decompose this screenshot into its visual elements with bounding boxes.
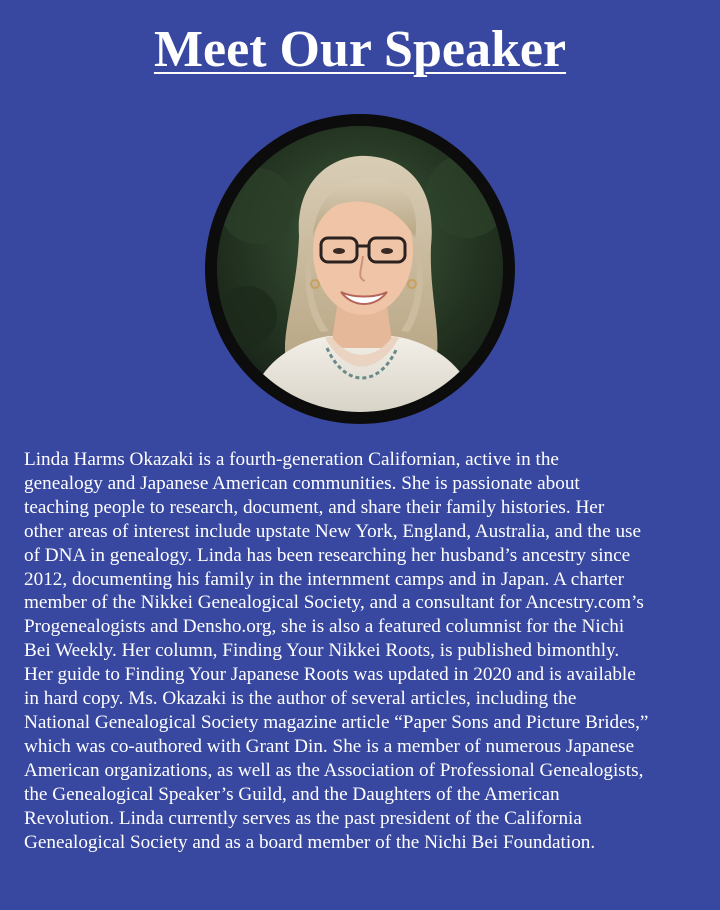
bio-line: Progenealogists and Densho.org, she is also a featured columnist for the Nichi <box>24 616 625 638</box>
bio-line: of DNA in genealogy. Linda has been researching her husband’s ancestry since <box>24 544 631 566</box>
speaker-portrait <box>217 126 503 412</box>
bio-line: Her guide to Finding Your Japanese Roots was updated in 2020 and is available <box>24 664 636 686</box>
bio-line: member of the Nikkei Genealogical Society, and a consultant for Ancestry.com’s <box>24 592 644 614</box>
bio-line: the Genealogical Speaker’s Guild, and the Daughters of the American <box>24 783 560 805</box>
bio-line: National Genealogical Society magazine article “Paper Sons and Picture Brides,” <box>24 711 649 733</box>
bio-line: Bei Weekly. Her column, Finding Your Nikkei Roots, is published bimonthly. <box>24 640 620 662</box>
page-title: Meet Our Speaker <box>153 21 567 78</box>
bio-line: Revolution. Linda currently serves as the past president of the California <box>24 807 582 829</box>
bio-line: Linda Harms Okazaki is a fourth-generation Californian, active in the <box>24 449 559 470</box>
bio-line: genealogy and Japanese American communities. She is passionate about <box>24 472 580 494</box>
bio-line: in hard copy. Ms. Okazaki is the author of several articles, including the <box>24 688 577 710</box>
bio-line: Genealogical Society and as a board member of the Nichi Bei Foundation. <box>24 831 596 853</box>
bio-line: American organizations, as well as the Association of Professional Genealogists, <box>24 759 644 781</box>
bio-line: 2012, documenting his family in the internment camps and in Japan. A charter <box>24 568 625 590</box>
speaker-bio <box>24 448 700 854</box>
portrait-frame <box>205 114 515 424</box>
bio-line: other areas of interest include upstate New York, England, Australia, and the use <box>24 520 642 542</box>
bio-line: teaching people to research, document, and share their family histories. Her <box>24 496 605 518</box>
bio-line: which was co-authored with Grant Din. She is a member of numerous Japanese <box>24 735 635 757</box>
speaker-portrait-photo <box>217 126 503 412</box>
